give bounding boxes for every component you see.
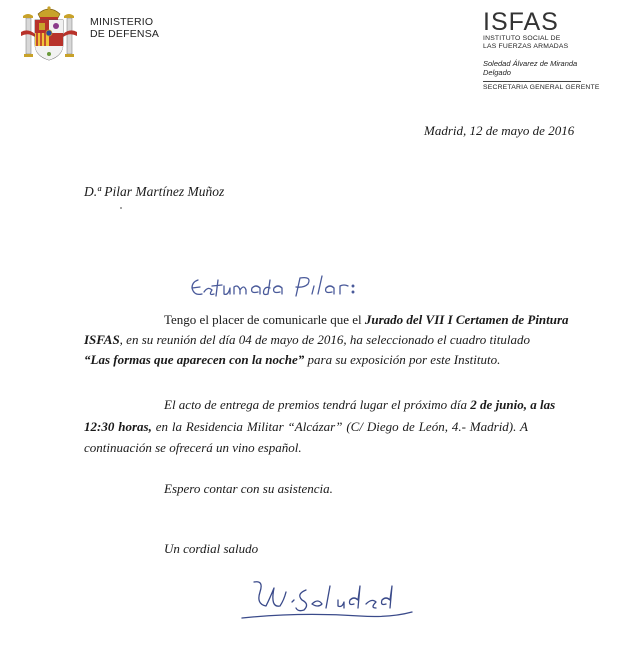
isfas-logo: ISFAS [483,8,559,36]
paragraph-3: Espero contar con su asistencia. [164,481,333,496]
signer-name-2: Delgado [483,68,511,77]
coat-of-arms-icon [18,4,80,64]
paragraph-1-text: Tengo el placer de comunicarle que el [164,312,365,327]
isfas-subtitle-2: LAS FUERZAS ARMADAS [483,43,569,50]
ministry-line-2: DE DEFENSA [90,28,160,40]
recipient-name: D.ª Pilar Martínez Muñoz [84,184,225,199]
paragraph-2-line-3: continuación se ofrecerá un vino español. [84,440,302,455]
institution-name: ISFAS [84,332,120,347]
paragraph-1-line-1 [164,312,569,328]
paragraph-1-text-3: para su exposición por este Instituto. [304,352,501,367]
paragraph-1-line-2 [84,332,528,348]
paragraph-2-text: El acto de entrega de premios tendrá lugar el próximo día [164,397,471,412]
paragraph-2-text-2: en la Residencia Militar “Alcázar” (C/ Diego de León, 4.- Madrid). A [151,419,528,434]
handwritten-signature [240,578,420,634]
ink-dot [120,207,122,209]
artwork-title: “Las formas que aparecen con la noche” [84,352,305,367]
letter-date: Madrid, 12 de mayo de 2016 [424,123,575,138]
event-date: 2 de junio, a las [470,397,556,412]
ministry-name [90,16,159,40]
ministry-line-1: MINISTERIO [90,16,154,28]
event-time: 12:30 horas, [84,419,152,434]
paragraph-2-line-2 [84,419,528,435]
paragraph-1-line-3 [84,352,500,368]
paragraph-1-text-2: , en su reunión del día 04 de mayo de 2016, ha seleccionado el cuadro titulado [119,332,530,347]
header-divider [483,81,581,82]
signer-role: SECRETARIA GENERAL GERENTE [483,84,600,91]
paragraph-2-line-1 [164,397,556,413]
isfas-letterhead [483,10,600,92]
isfas-subtitle-1: INSTITUTO SOCIAL DE [483,35,561,42]
handwritten-greeting [188,272,358,306]
signer-name-1: Soledad Álvarez de Miranda [483,59,578,68]
jury-name: Jurado del VII I Certamen de Pintura [364,312,569,327]
closing-salutation: Un cordial saludo [164,541,259,556]
